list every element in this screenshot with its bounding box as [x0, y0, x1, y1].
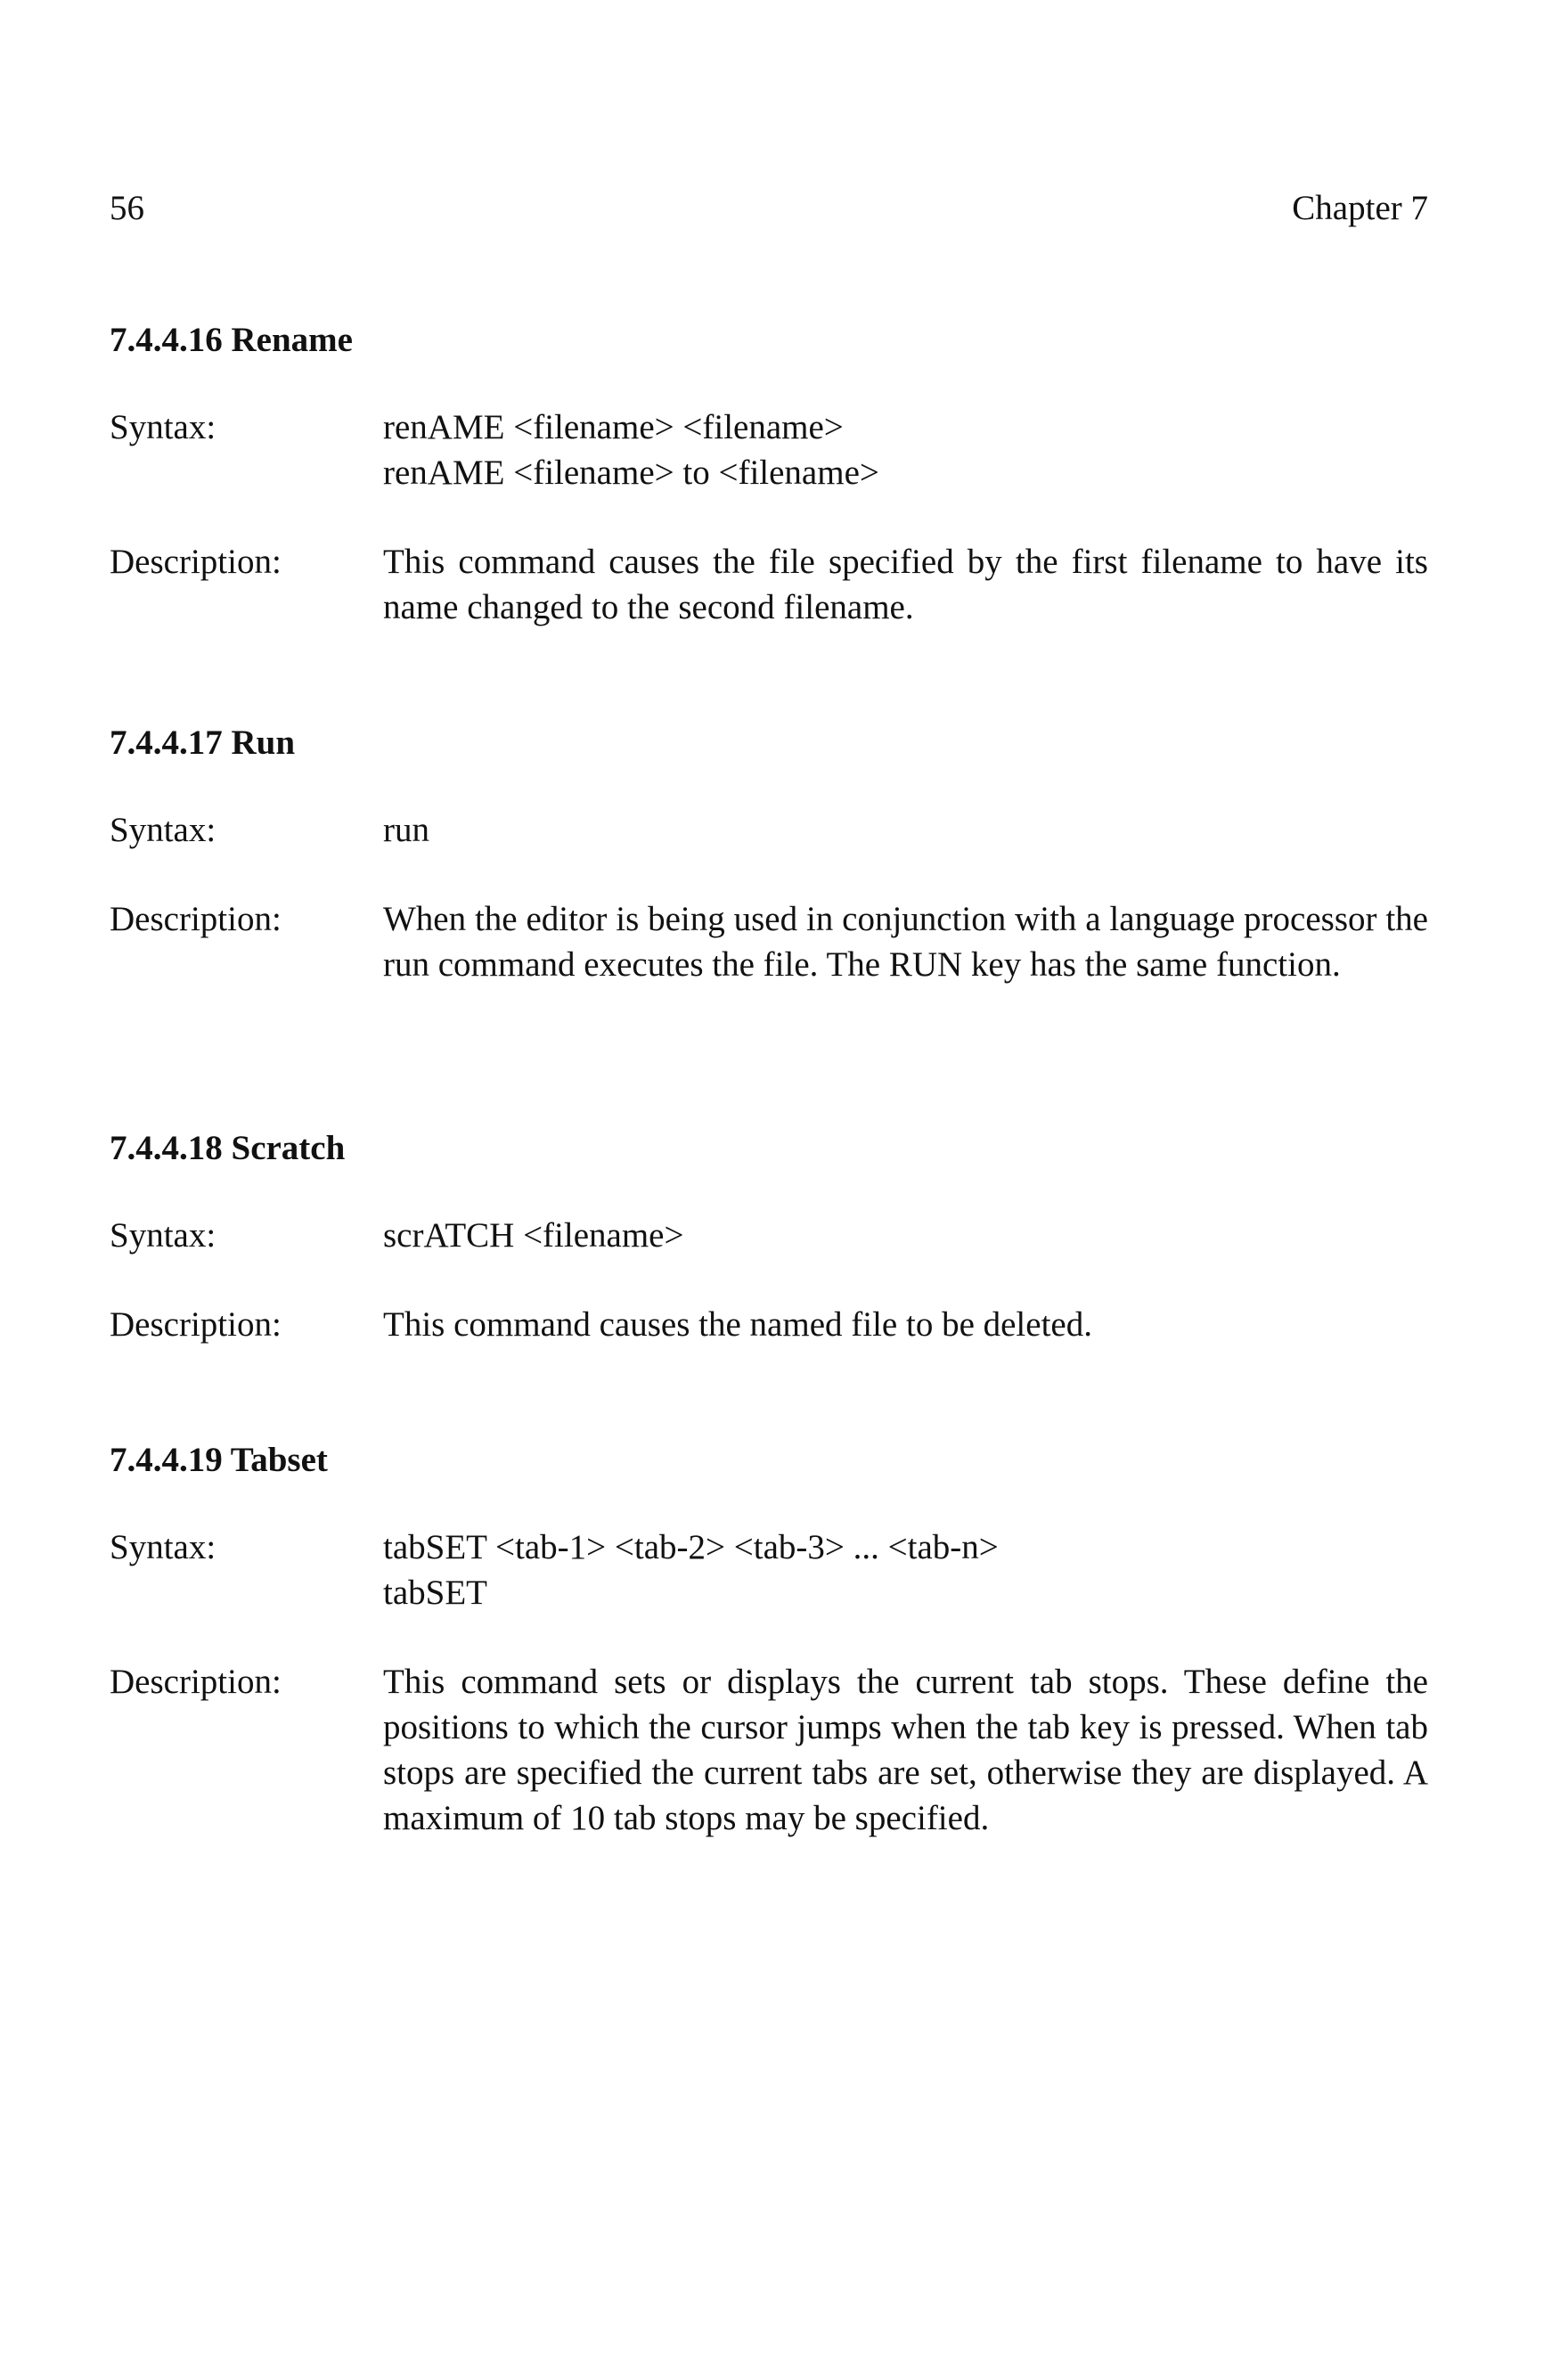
- section-title: 7.4.4.16 Rename: [110, 321, 353, 359]
- section-title: 7.4.4.18 Scratch: [110, 1129, 346, 1167]
- chapter-label: Chapter 7: [1292, 189, 1428, 227]
- syntax-label: Syntax:: [110, 811, 216, 849]
- syntax-content: [383, 1213, 1428, 1258]
- section-rename: [110, 317, 1428, 630]
- section-scratch: [110, 1125, 1428, 1347]
- description-text: This command causes the named file to be deleted.: [383, 1305, 1092, 1344]
- page-number: 56: [110, 189, 144, 227]
- syntax-label: Syntax:: [110, 1528, 216, 1566]
- syntax-row: [110, 807, 1428, 853]
- description-label: Description:: [110, 900, 282, 938]
- section-title: 7.4.4.17 Run: [110, 724, 296, 762]
- description-label: Description:: [110, 1663, 282, 1701]
- description-row: [110, 539, 1428, 630]
- description-row: [110, 896, 1428, 987]
- description-row: [110, 1302, 1428, 1347]
- description-row: [110, 1659, 1428, 1841]
- description-text: When the editor is being used in conjunction with a language processor the run command executes the file. The RUN key has the same function.: [383, 900, 1428, 984]
- syntax-row: [110, 405, 1428, 495]
- syntax-line: renAME <filename> to <filename>: [383, 454, 879, 492]
- syntax-line: scrATCH <filename>: [383, 1216, 684, 1255]
- description-text: This command causes the file specified by the first filename to have its name changed to the second filename.: [383, 543, 1428, 626]
- syntax-line: renAME <filename> <filename>: [383, 408, 844, 446]
- page-header: [110, 184, 1428, 233]
- syntax-row: [110, 1525, 1428, 1615]
- syntax-label: Syntax:: [110, 1216, 216, 1255]
- section-tabset: [110, 1437, 1428, 1841]
- syntax-content: [383, 807, 1428, 853]
- description-text: This command sets or displays the current tab stops. These define the positions to which the cursor jumps when the tab key is pressed. When tab stops are specified the current tabs are set, otherwise they are displayed. A maximum of 10 tab stops may be specified.: [383, 1663, 1428, 1837]
- syntax-line: run: [383, 811, 429, 849]
- syntax-content: [383, 405, 1428, 495]
- syntax-content: [383, 1525, 1428, 1615]
- section-run: [110, 720, 1428, 987]
- section-title: 7.4.4.19 Tabset: [110, 1441, 328, 1479]
- syntax-line: tabSET <tab-1> <tab-2> <tab-3> ... <tab-n>: [383, 1528, 999, 1566]
- description-label: Description:: [110, 1305, 282, 1344]
- syntax-row: [110, 1213, 1428, 1258]
- description-label: Description:: [110, 543, 282, 581]
- syntax-line: tabSET: [383, 1574, 487, 1612]
- syntax-label: Syntax:: [110, 408, 216, 446]
